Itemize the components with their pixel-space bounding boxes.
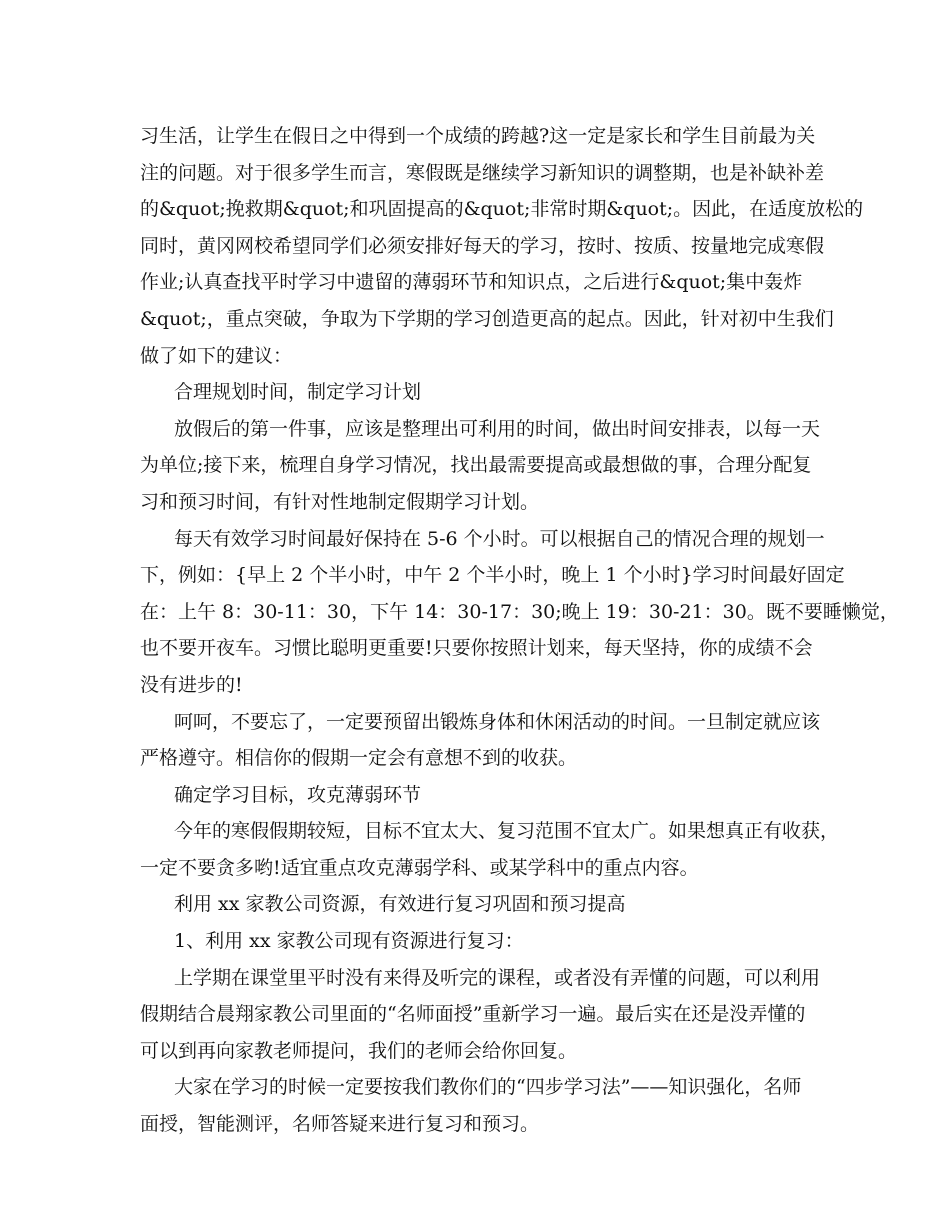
paragraph-first-line: 今年的寒假假期较短，目标不宜太大、复习范围不宜太广。如果想真正有收获，: [174, 820, 840, 843]
text-line: 习和预习时间，有针对性地制定假期学习计划。: [140, 490, 540, 513]
paragraph-first-line: 放假后的第一件事，应该是整理出可利用的时间，做出时间安排表，以每一天: [174, 417, 821, 440]
text-line: 在：上午 8：30-11：30，下午 14：30-17：30;晚上 19：30-21：30。既不要睡懒觉，: [140, 600, 899, 623]
document-body: [140, 118, 899, 1143]
text-line: 作业;认真查找平时学习中遗留的薄弱环节和知识点，之后进行&quot;集中轰炸: [140, 271, 803, 294]
section-heading: 合理规划时间，制定学习计划: [174, 381, 422, 404]
text-line: 假期结合晨翔家教公司里面的“名师面授”重新学习一遍。最后实在还是没弄懂的: [140, 1003, 806, 1026]
section-heading: 利用 xx 家教公司资源，有效进行复习巩固和预习提高: [174, 893, 626, 916]
text-line: &quot;，重点突破，争取为下学期的学习创造更高的起点。因此，针对初中生我们: [140, 307, 834, 330]
text-line: 面授，智能测评，名师答疑来进行复习和预习。: [140, 1113, 540, 1136]
subsection-heading: 1、利用 xx 家教公司现有资源进行复习：: [174, 930, 524, 953]
text-line: 一定不要贪多哟!适宜重点攻克薄弱学科、或某学科中的重点内容。: [140, 856, 699, 879]
text-line: 没有进步的!: [140, 673, 243, 696]
section-heading: 确定学习目标，攻克薄弱环节: [174, 783, 422, 806]
text-line: 严格遵守。相信你的假期一定会有意想不到的收获。: [140, 747, 578, 770]
paragraph-first-line: 大家在学习的时候一定要按我们教你们的“四步学习法”——知识强化，名师: [174, 1076, 802, 1099]
text-line: 可以到再向家教老师提问，我们的老师会给你回复。: [140, 1039, 578, 1062]
text-line: 也不要开夜车。习惯比聪明更重要!只要你按照计划来，每天坚持，你的成绩不会: [140, 637, 813, 660]
text-line: 下，例如：{早上 2 个半小时，中午 2 个半小时，晚上 1 个小时}学习时间最好固定: [140, 564, 845, 587]
text-line: 习生活，让学生在假日之中得到一个成绩的跨越?这一定是家长和学生目前最为关: [140, 125, 816, 147]
text-line: 同时，黄冈网校希望同学们必须安排好每天的学习，按时、按质、按量地完成寒假: [140, 234, 825, 257]
text-line: 做了如下的建议：: [140, 344, 293, 367]
text-line: 注的问题。对于很多学生而言，寒假既是继续学习新知识的调整期，也是补缺补差: [140, 161, 825, 184]
text-line: 为单位;接下来，梳理自身学习情况，找出最需要提高或最想做的事，合理分配复: [140, 454, 812, 477]
paragraph-first-line: 呵呵，不要忘了，一定要预留出锻炼身体和休闲活动的时间。一旦制定就应该: [174, 710, 821, 733]
text-line: 的&quot;挽救期&quot;和巩固提高的&quot;非常时期&quot;。因此，在适度放松的: [140, 198, 864, 221]
paragraph-first-line: 上学期在课堂里平时没有来得及听完的课程，或者没有弄懂的问题，可以利用: [174, 966, 821, 989]
paragraph-first-line: 每天有效学习时间最好保持在 5-6 个小时。可以根据自己的情况合理的规划一: [174, 527, 825, 550]
